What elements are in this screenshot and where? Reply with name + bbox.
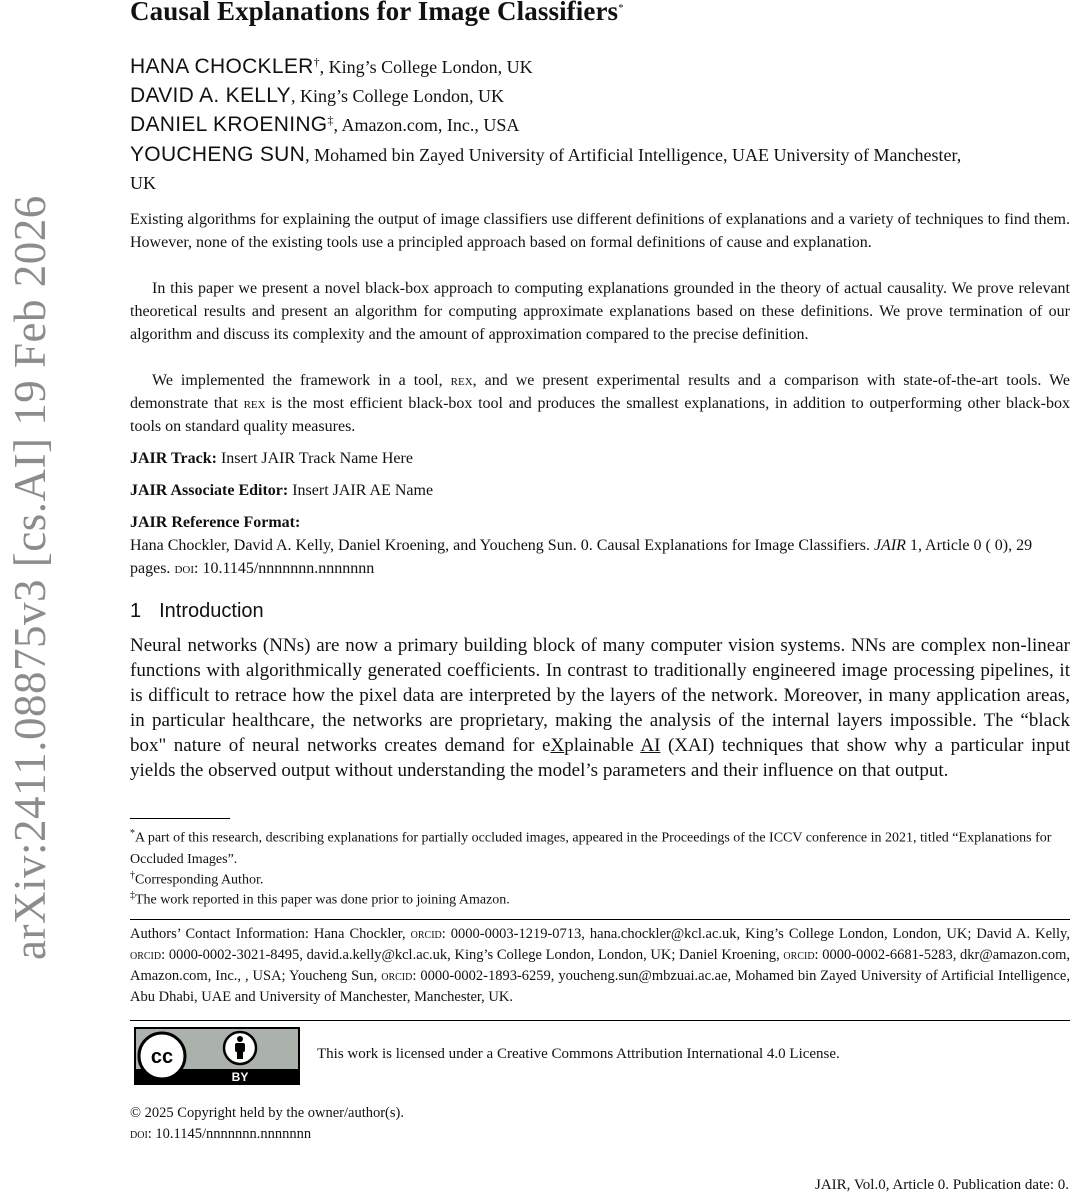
xai-ai-underlined: AI xyxy=(640,735,661,756)
abstract-paragraph-3 xyxy=(130,369,1070,438)
jair-editor xyxy=(130,479,1070,502)
contact-text: : 0000-0003-1219-0713, hana.chockler@kcl.ac.uk, King’s College London, London, UK; David A. Kelly, xyxy=(441,926,1070,942)
doi-label: doi xyxy=(174,560,194,577)
abstract-paragraph-2: In this paper we present a novel black-box approach to computing explanations grounded in the theory of actual causality. We prove relevant theoretical results and present an algorithm for computing approximate explanations based on these definitions. We prove termination of our algorithm and discuss its complexity and the amount of approximation compared to the precise definition. xyxy=(130,280,1070,343)
contact-text: : 0000-0002-1893-6259, youcheng.sun@mbzuai.ac.ae, Mohamed bin Zayed University of Artificial Intelligence, Abu Dhabi, UAE and University of Manchester, Manchester, UK. xyxy=(130,968,1070,1005)
contact-text: : 0000-0002-6681-5283, dkr@amazon.com, Amazon.com, Inc., , USA; Youcheng Sun, xyxy=(130,947,1071,984)
abstract-text: is the most efficient black-box tool and produces the smallest explanations, in addition to outperforming other black-box tools on standard quality measures. xyxy=(130,395,1071,435)
jair-track xyxy=(130,447,1070,470)
reference-tail: 1, Article 0 ( 0), 29 pages. xyxy=(130,537,1033,577)
section-heading xyxy=(130,600,264,623)
doi-label: doi xyxy=(130,1126,148,1142)
author-affiliation: , Amazon.com, Inc., USA xyxy=(333,115,520,135)
author-name: YOUCHENG SUN xyxy=(130,143,306,166)
orcid-label: orcid xyxy=(130,947,162,963)
page-footer: JAIR, Vol.0, Article 0. Publication date: 0. xyxy=(814,1177,1069,1193)
arxiv-side-stamp: arXiv:2411.08875v3 [cs.AI] 19 Feb 2026 xyxy=(5,195,55,960)
author-affiliation: , King’s College London, UK xyxy=(319,57,533,77)
reference-text: Hana Chockler, David A. Kelly, Daniel Kroening, and Youcheng Sun. 0. Causal Explanations for Image Classifiers. xyxy=(130,537,874,554)
author-line xyxy=(130,55,533,79)
orcid-label: orcid xyxy=(381,968,413,984)
tool-name: rex xyxy=(243,395,266,412)
jair-track-label: JAIR Track: xyxy=(130,450,217,467)
cc-icon-text: cc xyxy=(150,1046,174,1068)
doi-link[interactable]: : 10.1145/nnnnnnn.nnnnnnn xyxy=(147,1126,312,1142)
author-name: DAVID A. KELLY xyxy=(130,84,291,107)
author-line xyxy=(130,84,504,108)
contact-text: : 0000-0002-3021-8495, david.a.kelly@kcl.ac.uk, King’s College London, London, UK; Daniel Kroening, xyxy=(161,947,784,963)
author-line xyxy=(130,143,1070,167)
title-footnote-mark: * xyxy=(618,2,624,14)
author-affiliation: , King’s College London, UK xyxy=(291,86,504,106)
footnote-mark: ‡ xyxy=(130,890,135,901)
jair-reference-heading: JAIR Reference Format: xyxy=(130,514,301,531)
by-label: BY xyxy=(231,1070,249,1084)
contact-rule-bottom xyxy=(130,1020,1070,1021)
jair-reference-text xyxy=(130,534,1070,580)
orcid-label: orcid xyxy=(410,926,442,942)
footnote-text: Corresponding Author. xyxy=(135,872,264,888)
footnote-text: The work reported in this paper was done prior to joining Amazon. xyxy=(135,892,510,908)
jair-track-value: Insert JAIR Track Name Here xyxy=(216,450,413,467)
jair-editor-label: JAIR Associate Editor: xyxy=(130,482,289,499)
author-mark: † xyxy=(313,55,320,69)
footnote-1 xyxy=(130,823,1070,870)
orcid-label: orcid xyxy=(783,947,815,963)
footnote-text: A part of this research, describing explanations for partially occluded images, appeared in the Proceedings of the ICCV conference in 2021, titled “Explanations for Occluded Images”. xyxy=(130,830,1052,867)
intro-paragraph xyxy=(130,633,1070,783)
doi-link[interactable]: : 10.1145/nnnnnnn.nnnnnnn xyxy=(194,560,375,577)
section-number: 1 xyxy=(130,600,142,622)
section-title: Introduction xyxy=(159,600,264,622)
contact-text: Authors’ Contact Information: Hana Chockler, xyxy=(130,926,411,942)
cc-by-license-badge[interactable] xyxy=(134,1027,300,1085)
footnote-mark: * xyxy=(130,828,135,839)
abstract-paragraph-1: Existing algorithms for explaining the output of image classifiers use different definitions of explanations and a variety of techniques to find them. However, none of the existing tools use a principled approach based on formal definitions of cause and explanation. xyxy=(130,211,1070,251)
jair-editor-value: Insert JAIR AE Name xyxy=(288,482,434,499)
copyright-line: © 2025 Copyright held by the owner/author(s). xyxy=(130,1105,404,1121)
footnote-rule xyxy=(130,818,230,819)
author-affiliation-continued: UK xyxy=(130,173,156,193)
reference-journal: JAIR xyxy=(873,537,906,554)
author-line xyxy=(130,113,519,137)
title-text: Causal Explanations for Image Classifiers xyxy=(130,0,619,26)
author-affiliation: , Mohamed bin Zayed University of Artificial Intelligence, UAE University of Manchester, xyxy=(305,145,962,165)
abstract-text: , and we present experimental results and a comparison with state-of-the-art tools. We demonstrate that xyxy=(130,372,1071,412)
tool-name: rex xyxy=(450,372,473,389)
xai-x-underlined: X xyxy=(550,735,565,756)
author-name: DANIEL KROENING xyxy=(130,113,328,136)
author-name: HANA CHOCKLER xyxy=(130,55,314,78)
intro-text: (XAI) techniques that show why a particular input yields the observed output without understanding the model’s parameters and their influence on that output. xyxy=(130,735,1070,781)
contact-information xyxy=(130,924,1070,1008)
intro-text: Neural networks (NNs) are now a primary building block of many computer vision systems. NNs are complex non-linear functions with algorithmically generated coefficients. In contrast to traditionally engineered image processing pipelines, it is difficult to retrace how the pixel data are interpreted by the layers of the network. Moreover, in many application areas, in particular healthcare, the networks are proprietary, making the analysis of the internal layers impossible. The “black box" nature of neural networks creates demand for e xyxy=(130,635,1070,756)
jair-reference-label xyxy=(130,511,1070,534)
footnote-3 xyxy=(130,885,1070,911)
copyright-doi xyxy=(130,1126,311,1143)
abstract-text: We implemented the framework in a tool, xyxy=(152,372,451,389)
license-text: This work is licensed under a Creative Commons Attribution International 4.0 License. xyxy=(317,1046,840,1062)
intro-text: plainable xyxy=(564,735,641,756)
contact-rule-top xyxy=(130,919,1070,920)
footnote-mark: † xyxy=(130,870,135,881)
author-mark: ‡ xyxy=(327,113,334,127)
paper-title xyxy=(130,0,624,27)
